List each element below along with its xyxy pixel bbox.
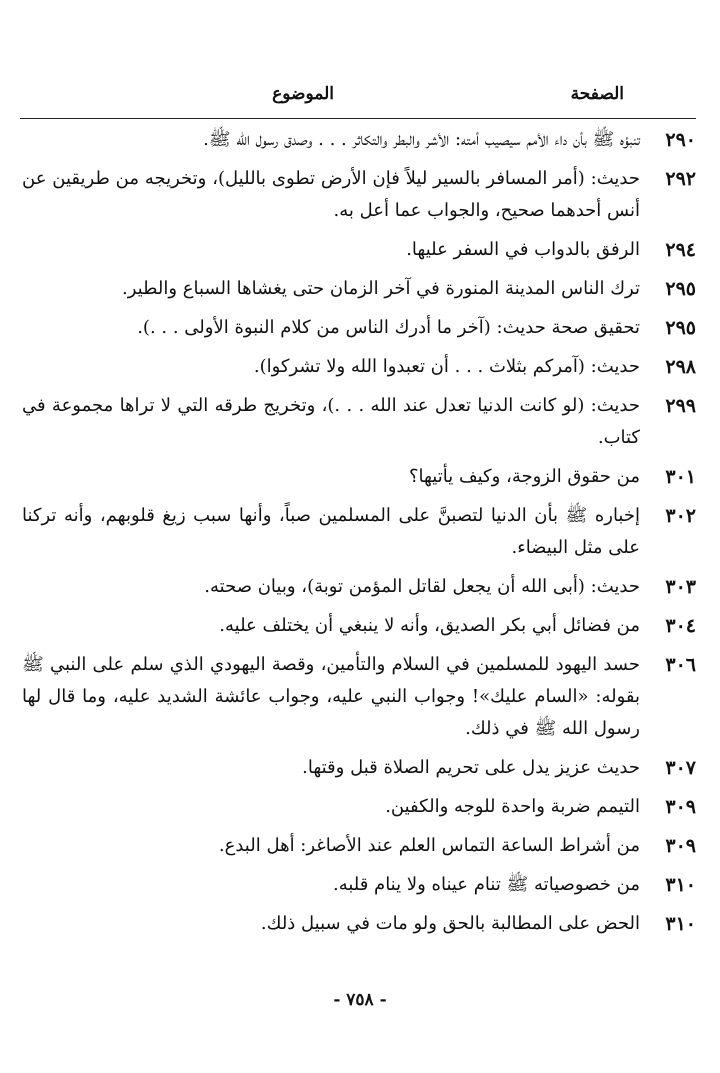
index-entry (22, 752, 698, 784)
entry-page-number: ٢٩٥ (665, 317, 696, 339)
entry-page-number: ٣١٠ (665, 874, 696, 896)
index-entry (22, 351, 698, 383)
entry-topic: ترك الناس المدينة المنورة في آخر الزمان حتى يغشاها السباع والطير. (122, 278, 640, 299)
entry-page-number: ٢٩٩ (665, 395, 696, 417)
entry-topic: حديث: (أمر المسافر بالسير ليلاً فإن الأرض تطوى بالليل)، وتخريجه من طريقين عن أنس أحدهما صحيح، والجواب عما أعل به. (22, 168, 640, 221)
entry-page-number: ٣٠٩ (665, 835, 696, 857)
entry-topic: تنبؤه ﷺ بأن داء الأمم سيصيب أمته: الأشر والبطر والتكاثر . . . وصدق رسول الله ﷺ. (203, 129, 640, 150)
entry-topic: من خصوصياته ﷺ تنام عيناه ولا ينام قلبه. (332, 874, 640, 895)
index-entry (22, 610, 698, 642)
entry-page-number: ٢٩٢ (665, 168, 696, 190)
entry-topic: الحض على المطالبة بالحق ولو مات في سبيل ذلك. (260, 913, 640, 934)
index-entry (22, 461, 698, 493)
index-entry (22, 124, 698, 156)
entry-topic: حسد اليهود للمسلمين في السلام والتأمين، وقصة اليهودي الذي سلم على النبي ﷺ بقوله: «السام عليك»! وجواب النبي عليه، وجواب عائشة الشديد عليه، وما قال لها رسول الله ﷺ في ذلك. (22, 654, 640, 739)
entry-page-number: ٢٩٨ (665, 356, 696, 378)
header-divider (20, 118, 696, 119)
entry-page-number: ٣٠١ (665, 466, 696, 488)
index-entry (22, 312, 698, 344)
index-entry (22, 791, 698, 823)
entry-topic: تحقيق صحة حديث: (آخر ما أدرك الناس من كلام النبوة الأولى . . .). (137, 317, 640, 338)
index-entry (22, 234, 698, 266)
index-list (22, 124, 698, 947)
index-entry (22, 649, 698, 745)
entry-topic: الرفق بالدواب في السفر عليها. (406, 239, 640, 260)
entry-page-number: ٢٩٠ (665, 129, 696, 151)
entry-topic: إخباره ﷺ بأن الدنيا لتصبنَّ على المسلمين صباً، وأنها سبب زيغ قلوبهم، وأنه تركنا على مثل البيضاء. (22, 505, 640, 558)
index-entry (22, 500, 698, 564)
entry-page-number: ٣٠٩ (665, 796, 696, 818)
index-entry (22, 830, 698, 862)
entry-page-number: ٣٠٧ (665, 757, 696, 779)
entry-topic: حديث: (لو كانت الدنيا تعدل عند الله . . .)، وتخريج طرقه التي لا تراها مجموعة في كتاب. (22, 395, 640, 448)
index-entry (22, 390, 698, 454)
entry-page-number: ٢٩٤ (665, 239, 696, 261)
page-column-label: الصفحة (570, 84, 624, 104)
entry-page-number: ٢٩٥ (665, 278, 696, 300)
index-entry (22, 869, 698, 901)
entry-topic: حديث: (آمركم بثلاث . . . أن تعبدوا الله ولا تشركوا). (253, 356, 640, 377)
entry-topic: من أشراط الساعة التماس العلم عند الأصاغر: أهل البدع. (218, 835, 640, 856)
entry-topic: حديث: (أبى الله أن يجعل لقاتل المؤمن توبة)، وبيان صحته. (204, 576, 640, 597)
entry-page-number: ٣٠٦ (665, 654, 696, 676)
entry-topic: التيمم ضربة واحدة للوجه والكفين. (385, 796, 640, 817)
index-entry (22, 163, 698, 227)
entry-topic: من حقوق الزوجة، وكيف يأتيها؟ (408, 466, 640, 487)
topic-column-label: الموضوع (272, 84, 334, 104)
entry-page-number: ٣٠٢ (665, 505, 696, 527)
index-header (0, 84, 720, 114)
entry-topic: من فضائل أبي بكر الصديق، وأنه لا ينبغي أن يختلف عليه. (219, 615, 640, 636)
entry-page-number: ٣١٠ (665, 913, 696, 935)
index-entry (22, 273, 698, 305)
entry-page-number: ٣٠٣ (665, 576, 696, 598)
entry-topic: حديث عزيز يدل على تحريم الصلاة قبل وقتها. (302, 757, 640, 778)
index-entry (22, 571, 698, 603)
index-entry (22, 908, 698, 940)
footer-page-number: - ٧٥٨ - (333, 990, 387, 1010)
entry-page-number: ٣٠٤ (665, 615, 696, 637)
